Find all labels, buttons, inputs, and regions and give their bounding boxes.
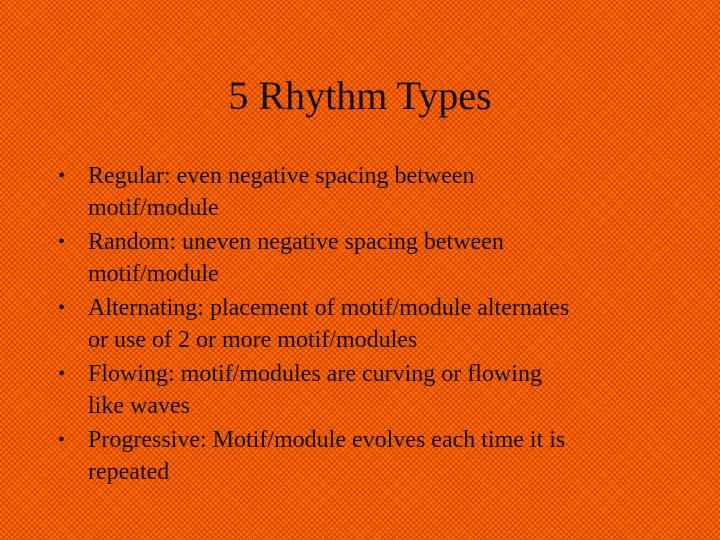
- bullet-text-line: Progressive: Motif/module evolves each time it is: [88, 427, 566, 453]
- bullet-random: [56, 226, 676, 290]
- bullet-regular: [56, 160, 676, 224]
- bullet-text-line: or use of 2 or more motif/modules: [88, 327, 418, 353]
- bullet-progressive: [56, 424, 676, 488]
- bullet-marker: •: [58, 363, 66, 385]
- bullet-alternating: [56, 292, 676, 356]
- bullet-text-line: repeated: [88, 459, 170, 485]
- bullet-list: [56, 160, 676, 490]
- bullet-text-line: like waves: [88, 393, 190, 419]
- bullet-text-line: motif/module: [88, 261, 219, 287]
- bullet-marker: •: [58, 231, 66, 253]
- bullet-text-line: Regular: even negative spacing between: [88, 163, 475, 189]
- bullet-marker: •: [58, 165, 66, 187]
- bullet-text-line: motif/module: [88, 195, 219, 221]
- bullet-flowing: [56, 358, 676, 422]
- bullet-text-line: Alternating: placement of motif/module alternates: [88, 295, 570, 321]
- bullet-text-line: Flowing: motif/modules are curving or flowing: [88, 361, 542, 387]
- bullet-marker: •: [58, 297, 66, 319]
- bullet-text-line: Random: uneven negative spacing between: [88, 229, 504, 255]
- bullet-marker: •: [58, 429, 66, 451]
- slide-title: 5 Rhythm Types: [228, 73, 492, 118]
